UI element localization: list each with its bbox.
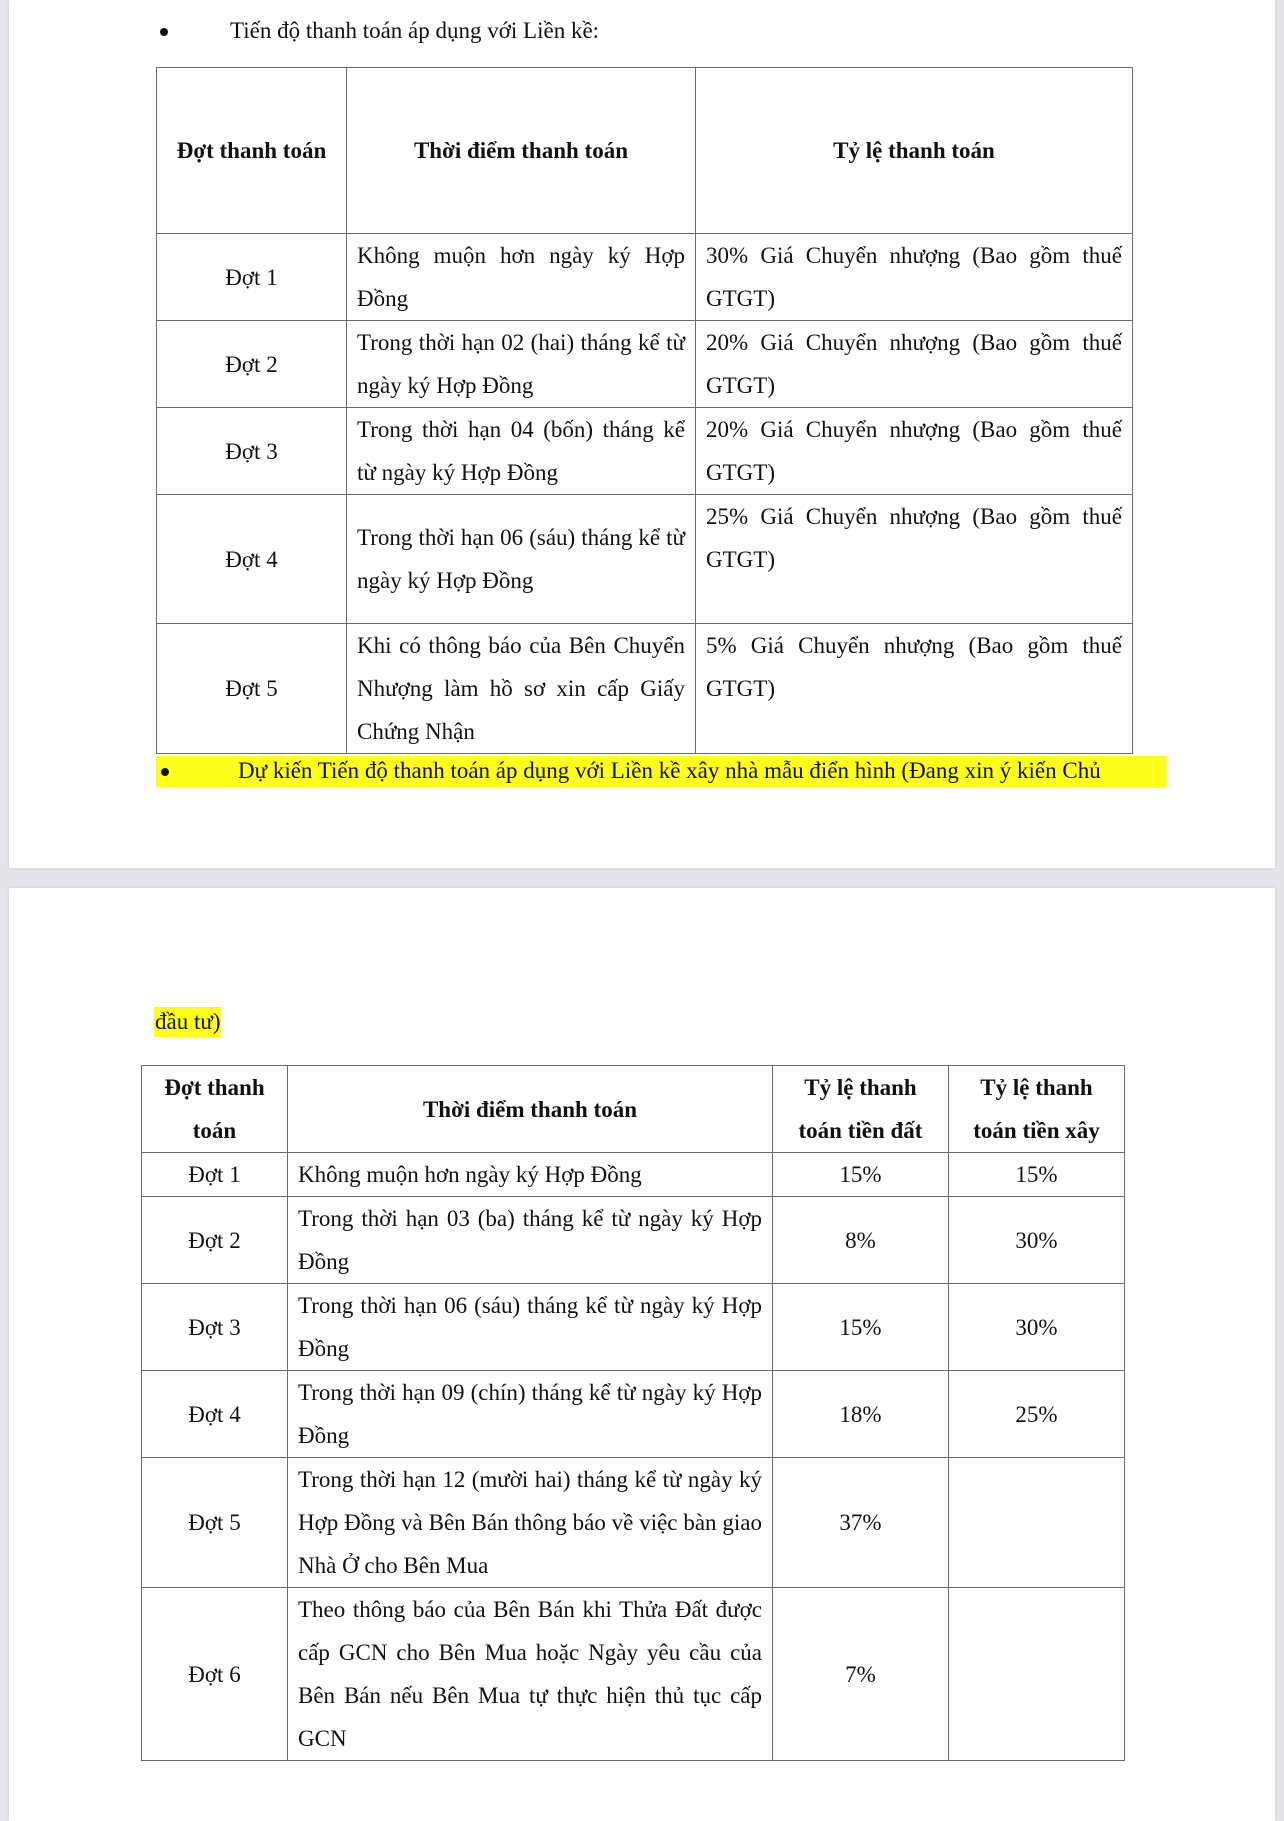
installment-cell: Đợt 5	[157, 624, 347, 754]
table-row	[157, 408, 1133, 495]
header-cell: Tỷ lệ thanh toán tiền xây	[949, 1066, 1125, 1153]
build-rate-cell: 30%	[949, 1284, 1125, 1371]
build-rate-cell	[949, 1458, 1125, 1588]
bullet-icon	[160, 28, 168, 36]
table-row	[142, 1284, 1125, 1371]
timing-cell: Không muộn hơn ngày ký Hợp Đồng	[347, 234, 696, 321]
document-page-1	[9, 0, 1275, 868]
table-row	[157, 321, 1133, 408]
highlighted-bullet-line	[156, 756, 1167, 787]
table-row	[142, 1588, 1125, 1761]
installment-cell: Đợt 3	[142, 1284, 288, 1371]
rate-cell: 20% Giá Chuyển nhượng (Bao gồm thuế GTGT)	[696, 408, 1133, 495]
installment-cell: Đợt 2	[142, 1197, 288, 1284]
timing-cell: Trong thời hạn 06 (sáu) tháng kể từ ngày ký Hợp Đồng	[347, 495, 696, 624]
timing-cell: Trong thời hạn 09 (chín) tháng kể từ ngày ký Hợp Đồng	[288, 1371, 773, 1458]
header-cell: Thời điểm thanh toán	[347, 68, 696, 234]
highlight-continuation-text: đầu tư)	[154, 1007, 221, 1037]
rate-cell: 25% Giá Chuyển nhượng (Bao gồm thuế GTGT)	[696, 495, 1133, 624]
installment-cell: Đợt 2	[157, 321, 347, 408]
model-house-payment-table	[141, 1065, 1125, 1761]
timing-cell: Theo thông báo của Bên Bán khi Thửa Đất được cấp GCN cho Bên Mua hoặc Ngày yêu cầu của Bên Bán nếu Bên Mua tự thực hiện thủ tục cấp GCN	[288, 1588, 773, 1761]
table-row	[142, 1458, 1125, 1588]
timing-cell: Trong thời hạn 03 (ba) tháng kể từ ngày ký Hợp Đồng	[288, 1197, 773, 1284]
table-header-row	[142, 1066, 1125, 1153]
land-rate-cell: 15%	[773, 1284, 949, 1371]
intro-bullet-text: Tiến độ thanh toán áp dụng với Liền kề:	[230, 18, 600, 43]
table-row	[142, 1371, 1125, 1458]
payment-schedule-table	[156, 67, 1133, 754]
build-rate-cell: 30%	[949, 1197, 1125, 1284]
header-cell: Tỷ lệ thanh toán	[696, 68, 1133, 234]
table-row	[157, 234, 1133, 321]
land-rate-cell: 8%	[773, 1197, 949, 1284]
installment-cell: Đợt 1	[142, 1153, 288, 1197]
highlight-bullet-text: Dự kiến Tiến độ thanh toán áp dụng với Liền kề xây nhà mẫu điển hình (Đang xin ý kiến Chủ	[238, 758, 1101, 783]
table-row	[142, 1197, 1125, 1284]
header-cell: Tỷ lệ thanh toán tiền đất	[773, 1066, 949, 1153]
timing-cell: Trong thời hạn 02 (hai) tháng kể từ ngày ký Hợp Đồng	[347, 321, 696, 408]
build-rate-cell	[949, 1588, 1125, 1761]
timing-cell: Trong thời hạn 06 (sáu) tháng kể từ ngày ký Hợp Đồng	[288, 1284, 773, 1371]
document-page-2	[9, 888, 1275, 1821]
timing-cell: Khi có thông báo của Bên Chuyển Nhượng làm hồ sơ xin cấp Giấy Chứng Nhận	[347, 624, 696, 754]
bullet-icon	[161, 768, 169, 776]
rate-cell: 30% Giá Chuyển nhượng (Bao gồm thuế GTGT)	[696, 234, 1133, 321]
build-rate-cell: 25%	[949, 1371, 1125, 1458]
installment-cell: Đợt 4	[142, 1371, 288, 1458]
installment-cell: Đợt 3	[157, 408, 347, 495]
installment-cell: Đợt 1	[157, 234, 347, 321]
rate-cell: 5% Giá Chuyển nhượng (Bao gồm thuế GTGT)	[696, 624, 1133, 754]
header-cell: Đợt thanh toán	[142, 1066, 288, 1153]
land-rate-cell: 7%	[773, 1588, 949, 1761]
timing-cell: Trong thời hạn 12 (mười hai) tháng kể từ ngày ký Hợp Đồng và Bên Bán thông báo về việc bàn giao Nhà Ở cho Bên Mua	[288, 1458, 773, 1588]
land-rate-cell: 37%	[773, 1458, 949, 1588]
land-rate-cell: 18%	[773, 1371, 949, 1458]
header-cell: Thời điểm thanh toán	[288, 1066, 773, 1153]
build-rate-cell: 15%	[949, 1153, 1125, 1197]
installment-cell: Đợt 4	[157, 495, 347, 624]
table-row	[157, 495, 1133, 624]
timing-cell: Trong thời hạn 04 (bốn) tháng kể từ ngày ký Hợp Đồng	[347, 408, 696, 495]
installment-cell: Đợt 5	[142, 1458, 288, 1588]
table-header-row	[157, 68, 1133, 234]
table-row	[157, 624, 1133, 754]
header-cell: Đợt thanh toán	[157, 68, 347, 234]
installment-cell: Đợt 6	[142, 1588, 288, 1761]
timing-cell: Không muộn hơn ngày ký Hợp Đồng	[288, 1153, 773, 1197]
table-row	[142, 1153, 1125, 1197]
land-rate-cell: 15%	[773, 1153, 949, 1197]
rate-cell: 20% Giá Chuyển nhượng (Bao gồm thuế GTGT)	[696, 321, 1133, 408]
